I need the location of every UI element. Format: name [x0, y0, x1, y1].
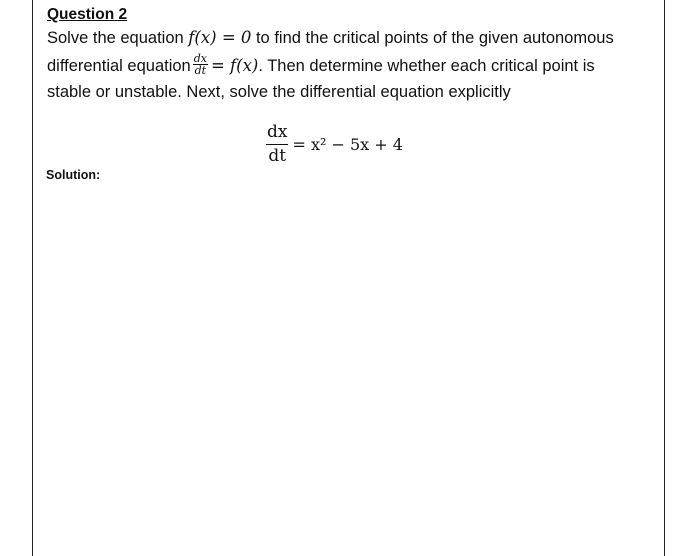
- question-line-3: stable or unstable. Next, solve the differential equation explicitly: [47, 83, 511, 101]
- solution-label: Solution:: [46, 168, 101, 182]
- equation-rhs: = x² − 5x + 4: [292, 135, 403, 154]
- question-line-2: [47, 52, 595, 78]
- line1-suffix: to find the critical points of the given autonomous: [251, 29, 614, 47]
- line2-prefix: differential equation: [47, 56, 191, 75]
- display-equation: [266, 122, 403, 167]
- line2-equation: = f(x): [210, 55, 259, 75]
- frac-numerator: dx: [266, 122, 288, 145]
- line1-equation: f(x) = 0: [188, 28, 252, 47]
- derivative-fraction: [266, 122, 288, 167]
- line2-suffix: . Then determine whether each critical point is: [258, 56, 595, 75]
- question-heading: Question 2: [47, 6, 128, 23]
- question-line-1: [47, 28, 614, 48]
- inline-frac-denominator: dt: [194, 64, 207, 77]
- inline-derivative-fraction: [193, 53, 208, 76]
- inline-frac-numerator: dx: [193, 52, 207, 65]
- line1-prefix: Solve the equation: [47, 29, 189, 47]
- frac-denominator: dt: [268, 146, 287, 166]
